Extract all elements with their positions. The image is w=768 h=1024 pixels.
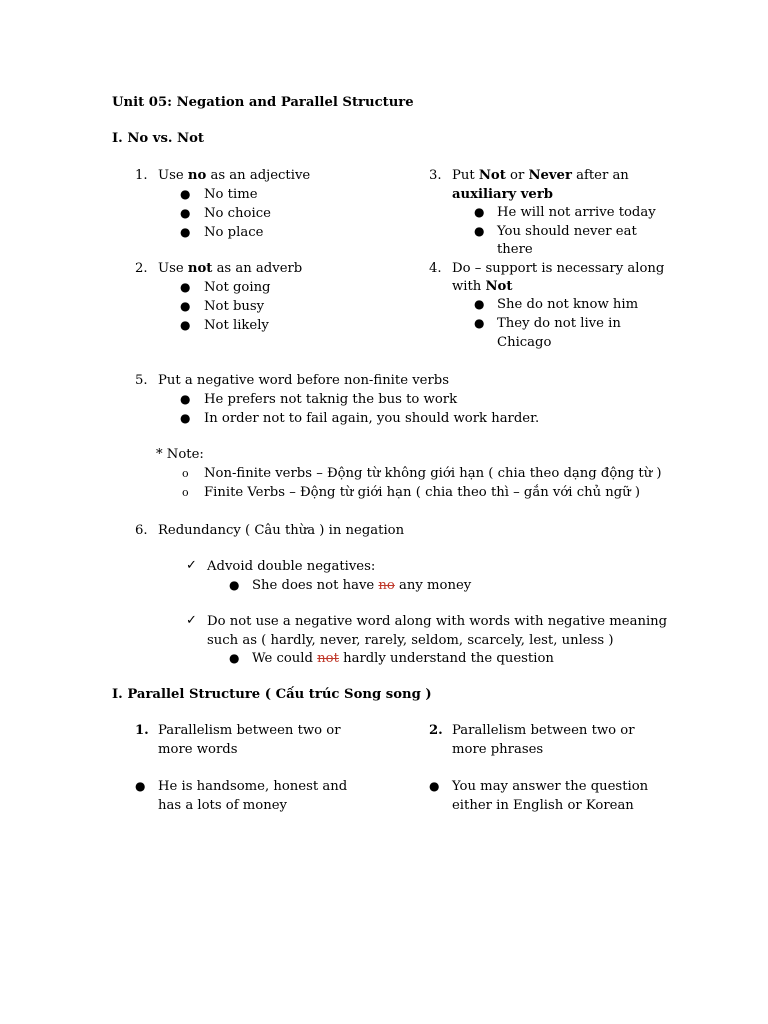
item-redundancy: Redundancy ( Câu thừa ) in negation <box>158 523 405 538</box>
bullet-icon: ● <box>180 392 191 406</box>
note-item: Non-finite verbs – Động từ không giới hạn ( chia theo dạng động từ ) <box>204 466 662 481</box>
list-item: You should never eat <box>497 224 637 239</box>
bullet-icon: ● <box>180 411 191 425</box>
struck-word: no <box>378 578 395 593</box>
bullet-icon: ● <box>180 280 191 294</box>
check-item: Advoid double negatives: <box>207 559 376 574</box>
bullet-icon: ● <box>135 779 146 793</box>
list-item-continuation: there <box>497 242 533 257</box>
list-item: He prefers not taknig the bus to work <box>204 392 458 407</box>
list-item-continuation: Chicago <box>497 335 552 350</box>
list-item: He will not arrive today <box>497 205 656 220</box>
check-item: Do not use a negative word along with words with negative meaning <box>207 614 668 629</box>
bullet-icon: ● <box>429 779 440 793</box>
bullet-icon: ● <box>180 187 191 201</box>
item-number: 4. <box>429 261 442 276</box>
bullet-icon: ● <box>474 224 485 238</box>
item-not-never: Put Not or Never after an <box>452 168 629 183</box>
item-no-adjective: Use no as an adjective <box>158 168 311 183</box>
example-sentence: You may answer the question <box>452 779 649 794</box>
parallel-item: Parallelism between two or <box>158 723 341 738</box>
bullet-icon: ● <box>180 299 191 313</box>
checkmark-icon: ✓ <box>186 558 197 573</box>
circle-bullet-icon: o <box>182 486 189 499</box>
note-item: Finite Verbs – Động từ giới hạn ( chia theo thì – gắn với chủ ngữ ) <box>204 485 641 500</box>
list-item: In order not to fail again, you should work harder. <box>204 411 540 426</box>
circle-bullet-icon: o <box>182 467 189 480</box>
item-number: 1. <box>135 168 148 183</box>
list-item: No time <box>204 187 258 202</box>
bullet-icon: ● <box>474 316 485 330</box>
item-number: 5. <box>135 373 148 388</box>
example-sentence: She does not have no any money <box>252 578 472 593</box>
list-item: She do not know him <box>497 297 639 312</box>
item-do-support: Do – support is necessary along <box>452 261 665 276</box>
list-item: Not busy <box>204 299 265 314</box>
section-heading-no-vs-not: I. No vs. Not <box>112 131 205 146</box>
bullet-icon: ● <box>474 297 485 311</box>
page-title: Unit 05: Negation and Parallel Structure <box>112 95 414 110</box>
parallel-item-continuation: more words <box>158 742 238 757</box>
item-number: 3. <box>429 168 442 183</box>
checkmark-icon: ✓ <box>186 613 197 628</box>
note-label: * Note: <box>156 447 204 462</box>
list-item: Not going <box>204 280 271 295</box>
item-number: 1. <box>135 723 149 738</box>
bullet-icon: ● <box>229 578 240 592</box>
parallel-item: Parallelism between two or <box>452 723 635 738</box>
list-item: They do not live in <box>497 316 621 331</box>
item-text-continuation: auxiliary verb <box>452 187 553 202</box>
item-non-finite: Put a negative word before non-finite verbs <box>158 373 449 388</box>
check-item-continuation: such as ( hardly, never, rarely, seldom, scarcely, lest, unless ) <box>207 633 614 648</box>
list-item: No place <box>204 225 264 240</box>
list-item: No choice <box>204 206 271 221</box>
example-sentence-continuation: has a lots of money <box>158 798 287 813</box>
example-sentence-continuation: either in English or Korean <box>452 798 634 813</box>
example-sentence: He is handsome, honest and <box>158 779 348 794</box>
item-not-adverb: Use not as an adverb <box>158 261 303 276</box>
item-number: 2. <box>429 723 443 738</box>
item-number: 6. <box>135 523 148 538</box>
bullet-icon: ● <box>474 205 485 219</box>
example-sentence: We could not hardly understand the question <box>252 651 554 666</box>
bullet-icon: ● <box>180 225 191 239</box>
section-heading-parallel-structure: I. Parallel Structure ( Cấu trúc Song song ) <box>112 687 432 702</box>
parallel-item-continuation: more phrases <box>452 742 544 757</box>
list-item: Not likely <box>204 318 269 333</box>
bullet-icon: ● <box>229 651 240 665</box>
struck-word: not <box>317 651 339 666</box>
item-number: 2. <box>135 261 148 276</box>
item-text-continuation: with Not <box>452 279 513 294</box>
bullet-icon: ● <box>180 206 191 220</box>
bullet-icon: ● <box>180 318 191 332</box>
